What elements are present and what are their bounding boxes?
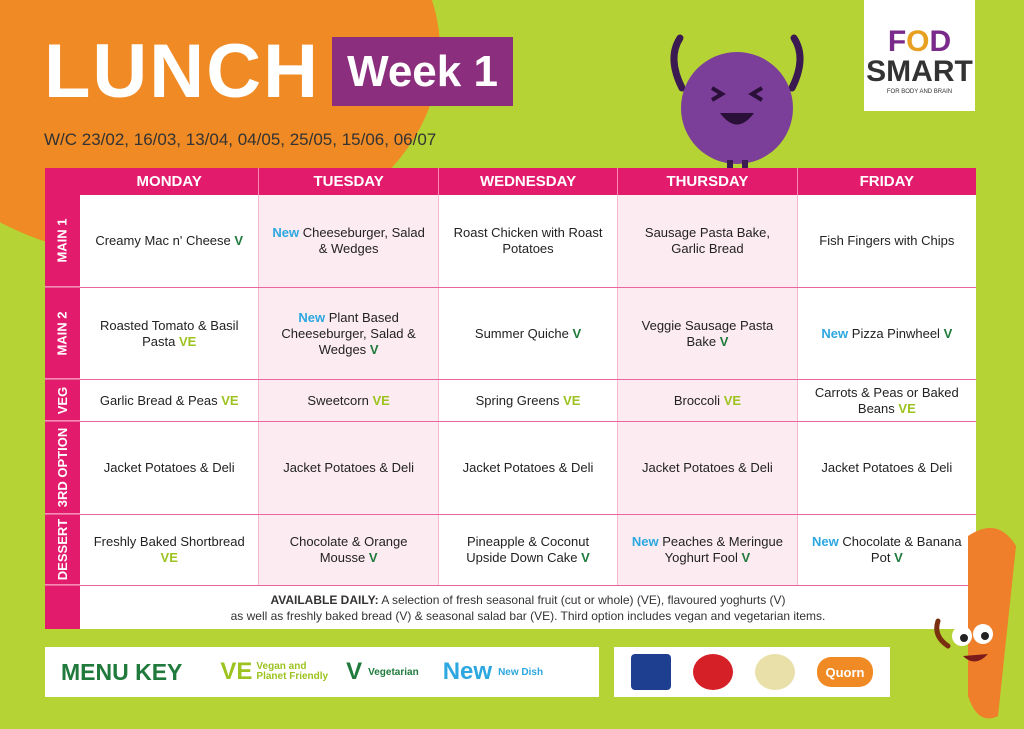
dish-name: Jacket Potatoes & Deli	[283, 460, 414, 475]
row-label: 3RD OPTION	[45, 422, 80, 514]
menu-cell	[618, 380, 797, 421]
dish-name: Sweetcorn	[307, 392, 369, 408]
vegetarian-tag: V	[581, 550, 590, 565]
dish-name: Creamy Mac n' Cheese	[95, 233, 231, 248]
dish-name: Peaches & Meringue Yoghurt Fool	[662, 534, 783, 565]
vegetarian-tag: V	[719, 333, 729, 349]
menu-cell	[259, 422, 438, 514]
menu-cell	[259, 515, 438, 585]
page-title: LUNCH	[44, 29, 320, 114]
new-badge: New	[298, 309, 326, 325]
dish-name: Roast Chicken with Roast Potatoes	[453, 225, 603, 256]
dish-name: Freshly Baked Shortbread	[93, 534, 245, 549]
dish-name: Garlic Bread & Peas	[99, 392, 218, 408]
dish-name: Jacket Potatoes & Deli	[642, 460, 773, 475]
dish-name: Pineapple & Coconut Upside Down Cake	[466, 534, 590, 565]
vegetarian-tag: V	[572, 325, 582, 341]
vegan-tag: VE	[723, 392, 742, 408]
week-badge: Week 1	[332, 37, 513, 106]
week-commencing-dates: W/C 23/02, 16/03, 13/04, 04/05, 25/05, 15/06, 06/07	[44, 130, 437, 149]
dish-name: Jacket Potatoes & Deli	[103, 460, 235, 475]
menu-cell	[80, 195, 259, 287]
key-ve-symbol: VE	[220, 658, 253, 685]
dish-name: Cheeseburger, Salad & Wedges	[302, 225, 425, 256]
day-header-tuesday: TUESDAY	[259, 168, 438, 195]
menu-cell	[618, 195, 797, 287]
new-badge: New	[631, 534, 659, 549]
menu-cell	[80, 288, 259, 379]
dish-name: Broccoli	[673, 392, 721, 408]
dish-name: Spring Greens	[475, 392, 560, 408]
vegan-tag: VE	[898, 400, 916, 416]
soil-association-logo-icon	[693, 654, 733, 690]
key-new-symbol: New	[442, 658, 493, 685]
food-smart-logo: FOD SMART FOR BODY AND BRAIN	[864, 0, 975, 111]
menu-cell	[618, 422, 797, 514]
vegetarian-tag: V	[234, 233, 244, 248]
menu-key-title: MENU KEY	[61, 658, 183, 685]
red-tractor-logo-icon	[631, 654, 671, 690]
dish-name: Pizza Pinwheel	[851, 325, 940, 341]
menu-cell	[798, 380, 976, 421]
partner-logos	[614, 647, 890, 697]
menu-rows	[45, 195, 976, 586]
dish-name: Jacket Potatoes & Deli	[462, 460, 594, 475]
vegan-tag: VE	[372, 392, 390, 408]
menu-row	[45, 515, 976, 586]
menu-cell	[259, 195, 438, 287]
dish-name: Carrots & Peas or Baked Beans	[814, 384, 959, 416]
vegan-tag: VE	[221, 392, 239, 408]
day-header-thursday: THURSDAY	[618, 168, 797, 195]
menu-cell	[439, 195, 618, 287]
vegan-tag: VE	[178, 333, 197, 349]
menu-cell	[618, 288, 797, 379]
vegetarian-tag: V	[943, 325, 953, 341]
table-corner	[45, 168, 80, 195]
row-label: MAIN 1	[45, 195, 80, 287]
vegetarian-tag: V	[368, 550, 378, 565]
available-daily-note: AVAILABLE DAILY: A selection of fresh seasonal fruit (cut or whole) (VE), flavoured yoghurts (V) as well as freshly baked bread (V) & seasonal salad bar (VE). Third option includes vegan and vegetarian items.	[230, 592, 826, 623]
carrot-mascot-icon	[928, 516, 1024, 729]
menu-cell	[439, 515, 618, 585]
menu-cell	[798, 288, 976, 379]
day-header-row	[80, 168, 976, 195]
dish-name: Jacket Potatoes & Deli	[821, 460, 953, 475]
menu-cell	[259, 288, 438, 379]
row-label: VEG	[45, 380, 80, 421]
key-new-description: New Dish	[498, 666, 544, 678]
key-v-symbol: V	[346, 658, 363, 685]
key-ve-description: Vegan and Planet Friendly	[256, 661, 329, 682]
day-header-friday: FRIDAY	[859, 173, 915, 190]
dish-name: Chocolate & Orange Mousse	[289, 534, 408, 565]
dish-name: Roasted Tomato & Basil Pasta	[99, 317, 239, 349]
row-label: MAIN 2	[45, 288, 80, 379]
menu-row	[45, 288, 976, 380]
dish-name: Summer Quiche	[474, 325, 569, 341]
dish-name: Sausage Pasta Bake, Garlic Bread	[644, 225, 770, 256]
day-header-monday: MONDAY	[80, 168, 259, 195]
menu-cell	[618, 515, 797, 585]
menu-cell	[80, 380, 259, 421]
day-header-wednesday: WEDNESDAY	[439, 168, 618, 195]
dish-name: Veggie Sausage Pasta Bake	[641, 317, 774, 349]
menu-table	[45, 168, 976, 629]
dish-name: Plant Based Cheeseburger, Salad & Wedges	[281, 309, 416, 357]
row-label: DESSERT	[45, 515, 80, 585]
dish-name: Fish Fingers with Chips	[819, 233, 955, 248]
menu-cell	[439, 422, 618, 514]
vegan-tag: VE	[563, 392, 581, 408]
seal-logo-icon	[755, 654, 795, 690]
menu-row	[45, 195, 976, 288]
new-badge: New	[821, 325, 849, 341]
menu-cell	[798, 195, 976, 287]
dish-name: Chocolate & Banana Pot	[842, 534, 962, 565]
new-badge: New	[812, 534, 839, 549]
menu-cell	[259, 380, 438, 421]
new-badge: New	[272, 225, 300, 240]
vegetarian-tag: V	[369, 341, 379, 357]
menu-cell	[439, 288, 618, 379]
vegetarian-tag: V	[741, 550, 751, 565]
menu-cell	[80, 515, 259, 585]
plum-mascot-icon	[662, 28, 812, 178]
vegetarian-tag: V	[894, 550, 903, 565]
menu-row	[45, 380, 976, 422]
menu-cell	[439, 380, 618, 421]
key-v-description: Vegetarian	[368, 666, 419, 678]
daily-label-block	[45, 586, 80, 629]
menu-cell	[80, 422, 259, 514]
menu-row	[45, 422, 976, 515]
menu-key	[45, 647, 599, 697]
menu-cell	[798, 422, 976, 514]
quorn-logo: Quorn	[817, 657, 873, 687]
vegan-tag: VE	[160, 550, 178, 565]
